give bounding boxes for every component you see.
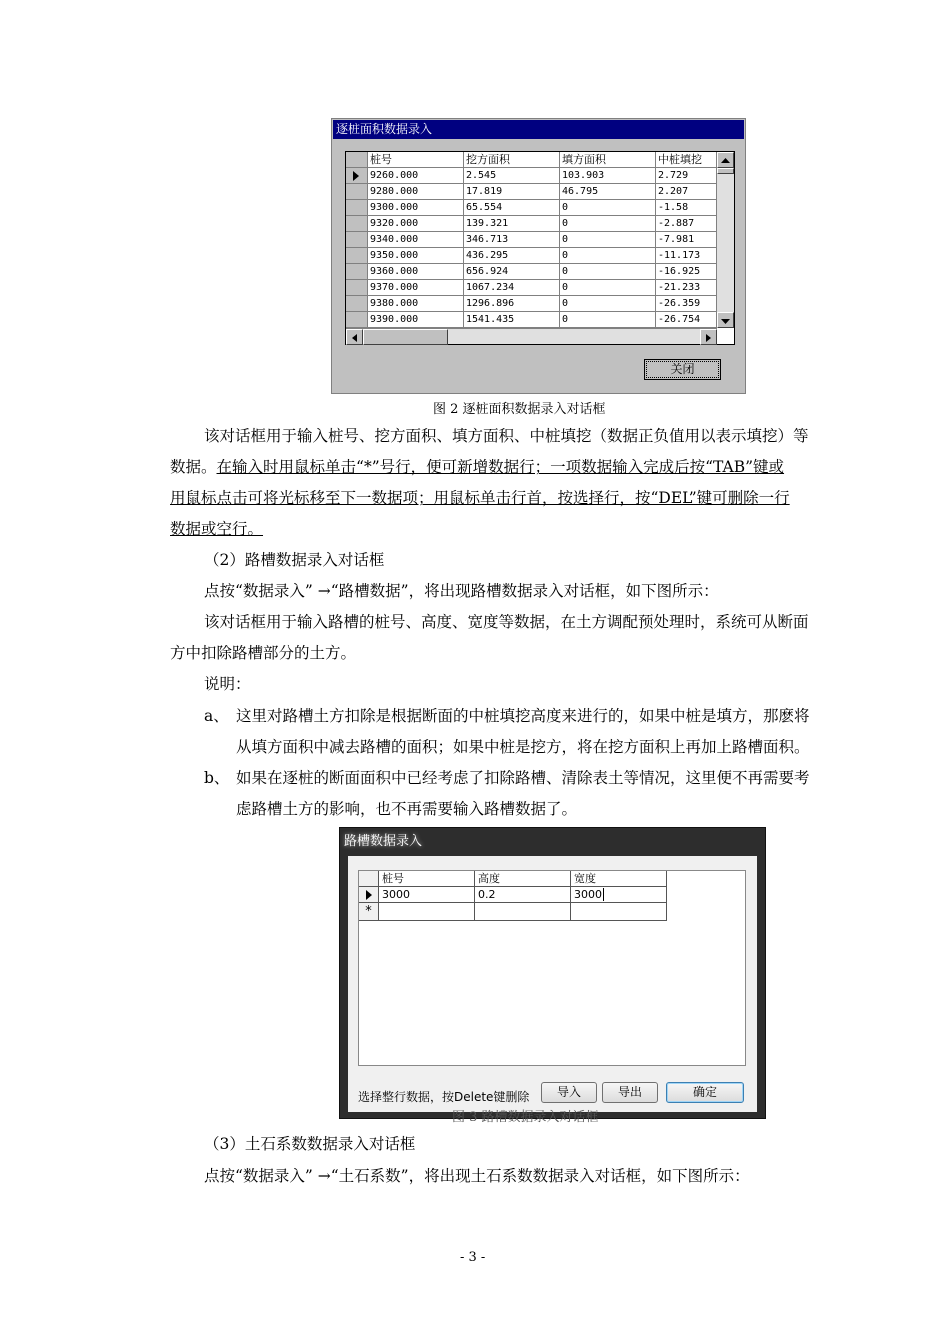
list-marker: b、 [204, 769, 230, 787]
grid-cell[interactable]: -26.754 [656, 312, 717, 328]
paragraph: 该对话框用于输入路槽的桩号、高度、宽度等数据，在土方调配预处理时，系统可从断面 [204, 613, 809, 631]
column-header[interactable]: 高度 [475, 871, 571, 887]
scroll-down-arrow-icon[interactable] [717, 312, 734, 328]
column-header[interactable]: 桩号 [368, 152, 464, 168]
new-row-cell[interactable] [379, 903, 475, 921]
grid-cell[interactable]: 9370.000 [368, 280, 464, 296]
column-header[interactable]: 中桩填挖 [656, 152, 717, 168]
grid-cell[interactable]: -11.173 [656, 248, 717, 264]
grid-cell[interactable]: 3000 [379, 887, 475, 903]
paragraph: 数据。在输入时用鼠标单击“*”号行，便可新增数据行；一项数据输入完成后按“TAB”键或 [170, 458, 785, 476]
grid-cell[interactable]: 2.207 [656, 184, 717, 200]
row-selector[interactable] [346, 184, 368, 200]
paragraph: 点按“数据录入” →“土石系数”，将出现土石系数数据录入对话框，如下图所示： [204, 1167, 750, 1185]
grid-corner [359, 871, 379, 887]
list-item: 虑路槽土方的影响，也不再需要输入路槽数据了。 [236, 800, 578, 818]
grid-cell[interactable]: 9380.000 [368, 296, 464, 312]
figure-caption: 图 3 路槽数据录入对话框 [452, 1110, 599, 1125]
scroll-thumb[interactable] [717, 168, 734, 174]
paragraph: 点按“数据录入” →“路槽数据”，将出现路槽数据录入对话框，如下图所示： [204, 582, 719, 600]
grid-cell[interactable]: -7.981 [656, 232, 717, 248]
grid-cell[interactable]: 9390.000 [368, 312, 464, 328]
road-trough-grid[interactable] [358, 870, 746, 1066]
grid-cell[interactable]: 0 [560, 232, 656, 248]
grid-cell[interactable]: 103.903 [560, 168, 656, 184]
list-marker: a、 [204, 707, 229, 725]
section-heading: （3）土石系数数据录入对话框 [204, 1135, 416, 1153]
road-trough-dialog [339, 827, 766, 1119]
grid-cell[interactable]: -26.359 [656, 296, 717, 312]
status-hint: 选择整行数据，按Delete键删除 [358, 1090, 530, 1104]
row-selector[interactable] [346, 216, 368, 232]
grid-cell[interactable]: 2.545 [464, 168, 560, 184]
underlined-text: 用鼠标点击可将光标移至下一数据项；用鼠标单击行首，按选择行，按“DEL”键可删除一行 [170, 489, 790, 507]
grid-cell[interactable]: 9320.000 [368, 216, 464, 232]
row-selector[interactable] [359, 887, 379, 903]
grid-cell[interactable]: -2.887 [656, 216, 717, 232]
new-row-selector[interactable]: * [359, 903, 379, 921]
grid-cell[interactable]: 0 [560, 248, 656, 264]
list-item: 如果在逐桩的断面面积中已经考虑了扣除路槽、清除表土等情况，这里便不再需要考 [236, 769, 810, 787]
grid-cell[interactable]: 0 [560, 312, 656, 328]
row-selector[interactable] [346, 248, 368, 264]
row-selector[interactable] [346, 200, 368, 216]
grid-cell[interactable]: 139.321 [464, 216, 560, 232]
ok-button[interactable]: 确定 [666, 1082, 744, 1103]
page-number: - 3 - [460, 1250, 486, 1265]
scroll-up-arrow-icon[interactable] [717, 152, 734, 168]
grid-cell[interactable]: 17.819 [464, 184, 560, 200]
grid-cell[interactable]: 346.713 [464, 232, 560, 248]
grid-cell[interactable]: 2.729 [656, 168, 717, 184]
underlined-text: 数据或空行。 [170, 520, 264, 538]
scroll-thumb[interactable] [363, 329, 448, 345]
grid-cell[interactable]: 0 [560, 296, 656, 312]
new-row-cell[interactable] [571, 903, 667, 921]
scroll-right-arrow-icon[interactable] [700, 329, 717, 345]
paragraph: 方中扣除路槽部分的土方。 [170, 644, 357, 662]
grid-cell[interactable]: 436.295 [464, 248, 560, 264]
grid-cell[interactable]: -21.233 [656, 280, 717, 296]
row-selector[interactable] [346, 232, 368, 248]
vertical-scrollbar[interactable] [717, 152, 734, 328]
grid-cell[interactable]: 3000 [571, 887, 667, 903]
row-selector[interactable] [346, 296, 368, 312]
dialog-title: 路槽数据录入 [344, 834, 423, 849]
grid-cell[interactable]: 9260.000 [368, 168, 464, 184]
export-button[interactable]: 导出 [602, 1082, 658, 1103]
grid-cell[interactable]: 1296.896 [464, 296, 560, 312]
paragraph: 该对话框用于输入桩号、挖方面积、填方面积、中桩填挖（数据正负值用以表示填挖）等 [204, 427, 809, 445]
column-header[interactable]: 填方面积 [560, 152, 656, 168]
grid-cell[interactable]: 65.554 [464, 200, 560, 216]
close-button[interactable]: 关闭 [644, 359, 721, 380]
horizontal-scrollbar[interactable] [346, 328, 717, 344]
column-header[interactable]: 桩号 [379, 871, 475, 887]
import-button[interactable]: 导入 [541, 1082, 597, 1103]
grid-cell[interactable]: 46.795 [560, 184, 656, 200]
row-selector[interactable] [346, 264, 368, 280]
grid-cell[interactable]: 0 [560, 264, 656, 280]
grid-cell[interactable]: 1541.435 [464, 312, 560, 328]
column-header[interactable]: 宽度 [571, 871, 667, 887]
grid-cell[interactable]: 9280.000 [368, 184, 464, 200]
dialog-client-area [348, 856, 757, 1112]
grid-cell[interactable]: 9350.000 [368, 248, 464, 264]
grid-cell[interactable]: 0 [560, 200, 656, 216]
underlined-text: 在输入时用鼠标单击“*”号行，便可新增数据行；一项数据输入完成后按“TAB”键或 [216, 458, 785, 476]
grid-cell[interactable]: 0 [560, 280, 656, 296]
list-item: 从填方面积中减去路槽的面积；如果中桩是挖方，将在挖方面积上再加上路槽面积。 [236, 738, 810, 756]
row-selector[interactable] [346, 280, 368, 296]
grid-cell[interactable]: 9300.000 [368, 200, 464, 216]
text-caret [603, 888, 604, 901]
grid-cell[interactable]: 656.924 [464, 264, 560, 280]
stake-area-grid[interactable] [345, 151, 735, 345]
grid-cell[interactable]: 0.2 [475, 887, 571, 903]
current-row-arrow-icon [366, 890, 372, 900]
grid-cell[interactable]: 1067.234 [464, 280, 560, 296]
row-selector[interactable] [346, 312, 368, 328]
dialog-title: 逐桩面积数据录入 [333, 120, 744, 139]
row-selector[interactable] [346, 168, 368, 184]
grid-cell[interactable]: 9360.000 [368, 264, 464, 280]
grid-cell[interactable]: 0 [560, 216, 656, 232]
note-label: 说明： [204, 675, 251, 693]
figure-caption: 图 2 逐桩面积数据录入对话框 [433, 402, 606, 417]
current-row-arrow-icon [353, 171, 359, 181]
list-item: 这里对路槽土方扣除是根据断面的中桩填挖高度来进行的，如果中桩是填方，那麽将 [236, 707, 810, 725]
column-header[interactable]: 挖方面积 [464, 152, 560, 168]
grid-corner [346, 152, 368, 168]
scroll-left-arrow-icon[interactable] [346, 329, 363, 345]
grid-cell[interactable]: -16.925 [656, 264, 717, 280]
new-row-cell[interactable] [475, 903, 571, 921]
section-heading: （2）路槽数据录入对话框 [204, 551, 385, 569]
grid-cell[interactable]: -1.58 [656, 200, 717, 216]
stake-area-dialog [331, 118, 746, 394]
grid-cell[interactable]: 9340.000 [368, 232, 464, 248]
